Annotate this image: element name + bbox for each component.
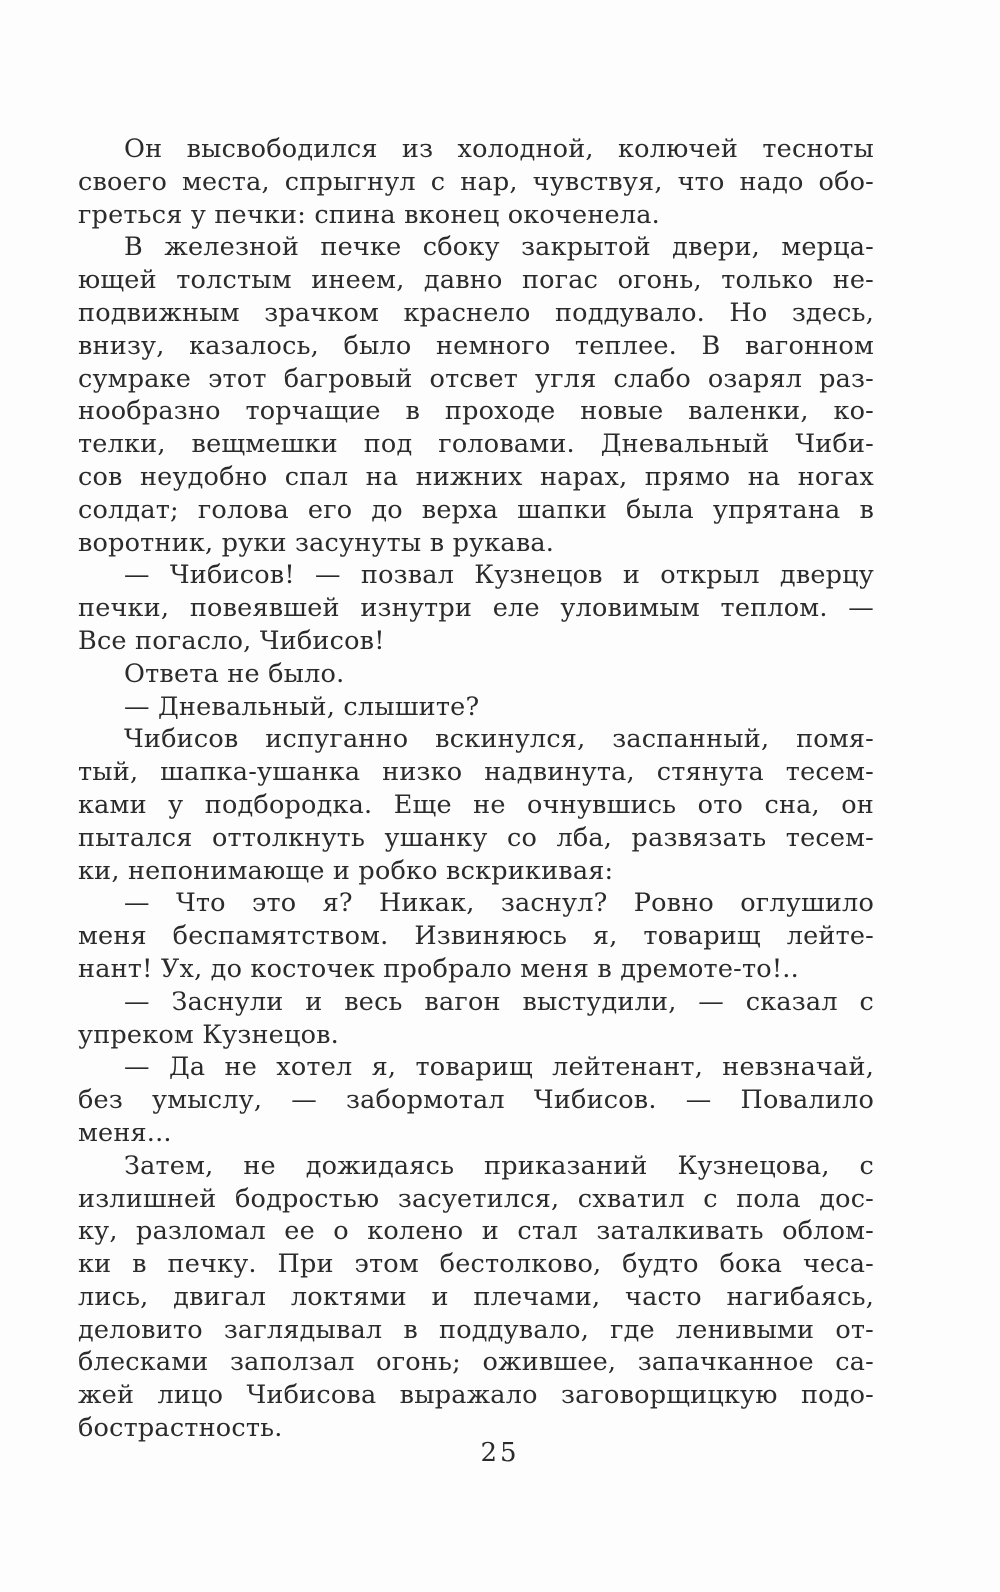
- text-line: деловито заглядывал в поддувало, где ленивыми от-: [78, 1314, 874, 1345]
- text-line: меня...: [78, 1117, 172, 1148]
- text-line: блесками заползал огонь; ожившее, запачканное са-: [78, 1347, 874, 1378]
- text-line: сумраке этот багровый отсвет угля слабо озарял раз-: [78, 363, 874, 394]
- text-line: Ответа не было.: [124, 658, 345, 689]
- text-line: солдат; голова его до верха шапки была упрятана в: [78, 494, 874, 525]
- text-line: своего места, спрыгнул с нар, чувствуя, что надо обо-: [78, 166, 874, 197]
- text-line: меня беспамятством. Извиняюсь я, товарищ лейте-: [78, 921, 874, 952]
- text-line: Чибисов испуганно вскинулся, заспанный, помя-: [124, 724, 874, 755]
- text-line: — Заснули и весь вагон выстудили, — сказал с: [124, 986, 874, 1017]
- text-line: Все погасло, Чибисов!: [78, 625, 385, 656]
- text-line: — Чибисов! — позвал Кузнецов и открыл дверцу: [124, 560, 874, 591]
- text-line: — Дневальный, слышите?: [124, 691, 480, 722]
- text-line: сов неудобно спал на нижних нарах, прямо на ногах: [78, 461, 874, 492]
- text-line: лись, двигал локтями и плечами, часто нагибаясь,: [78, 1281, 874, 1312]
- text-line: нант! Ух, до косточек пробрало меня в дремоте-то!..: [78, 953, 799, 984]
- text-line: ку, разломал ее о колено и стал заталкивать облом-: [78, 1216, 874, 1247]
- text-line: пытался оттолкнуть ушанку со лба, развязать тесем-: [78, 822, 874, 853]
- text-line: печки, повеявшей изнутри еле уловимым теплом. —: [78, 593, 874, 624]
- text-line: воротник, руки засунуты в рукава.: [78, 527, 555, 558]
- text-line: ющей толстым инеем, давно погас огонь, только не-: [78, 265, 874, 296]
- body-text: [78, 133, 874, 1445]
- text-line: ки в печку. При этом бестолково, будто бока чеса-: [78, 1249, 874, 1280]
- text-line: — Что это я? Никак, заснул? Ровно оглушило: [124, 888, 874, 919]
- text-line: В железной печке сбоку закрытой двери, мерца-: [124, 232, 874, 263]
- text-line: подвижным зрачком краснело поддувало. Но здесь,: [78, 297, 874, 328]
- page-number: 25: [480, 1438, 520, 1468]
- text-line: бострастность.: [78, 1413, 283, 1444]
- text-line: упреком Кузнецов.: [78, 1019, 339, 1050]
- text-line: ки, непонимающе и робко вскрикивая:: [78, 855, 614, 886]
- text-line: нообразно торчащие в проходе новые валенки, ко-: [78, 396, 874, 427]
- text-line: внизу, казалось, было немного теплее. В вагонном: [78, 330, 874, 361]
- text-line: Затем, не дожидаясь приказаний Кузнецова, с: [124, 1150, 874, 1181]
- text-line: телки, вещмешки под головами. Дневальный Чиби-: [78, 429, 874, 460]
- text-line: греться у печки: спина вконец окоченела.: [78, 199, 660, 230]
- text-line: — Да не хотел я, товарищ лейтенант, невзначай,: [124, 1052, 874, 1083]
- text-line: жей лицо Чибисова выражало заговорщицкую подо-: [78, 1380, 874, 1411]
- text-line: Он высвободился из холодной, колючей тесноты: [124, 134, 874, 164]
- text-line: тый, шапка-ушанка низко надвинута, стянута тесем-: [78, 757, 874, 788]
- text-line: без умыслу, — забормотал Чибисов. — Повалило: [78, 1085, 874, 1116]
- text-line: ками у подбородка. Еще не очнувшись ото сна, он: [78, 789, 874, 820]
- text-line: излишней бодростью засуетился, схватил с пола дос-: [78, 1183, 874, 1214]
